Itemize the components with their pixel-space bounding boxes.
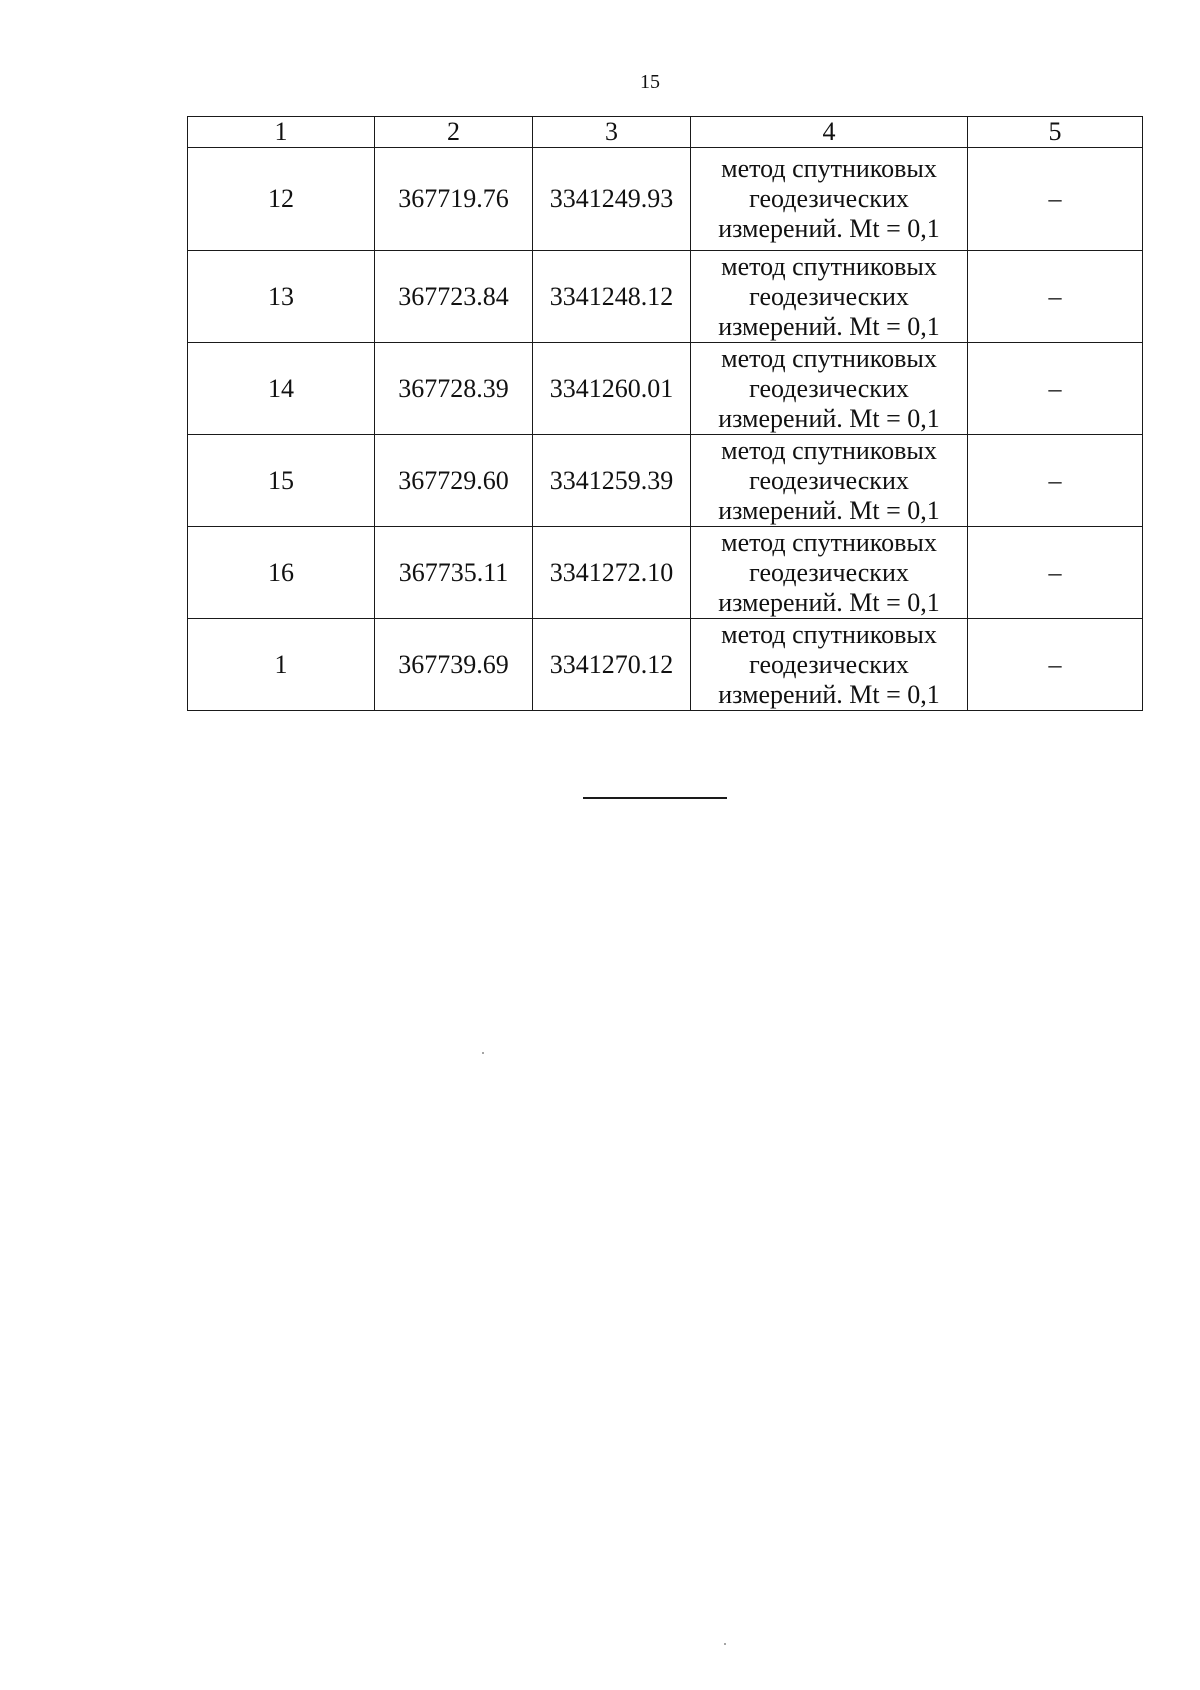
- coordinate-x: 367735.11: [375, 527, 533, 619]
- scan-speck: [724, 1643, 726, 1645]
- method-description: [691, 251, 968, 343]
- description-dash: –: [968, 343, 1143, 435]
- method-line: измерений. Mt = 0,1: [718, 311, 940, 341]
- method-description: [691, 343, 968, 435]
- description-dash: –: [968, 619, 1143, 711]
- method-line: геодезических: [749, 465, 909, 495]
- method-line: измерений. Mt = 0,1: [718, 403, 940, 433]
- method-line: метод спутниковых: [721, 343, 937, 373]
- table-row: [188, 435, 1143, 527]
- coordinate-y: 3341260.01: [533, 343, 691, 435]
- coordinate-y: 3341270.12: [533, 619, 691, 711]
- method-line: измерений. Mt = 0,1: [718, 679, 940, 709]
- method-description: [691, 527, 968, 619]
- point-number: 16: [188, 527, 375, 619]
- method-description: [691, 148, 968, 251]
- method-description: [691, 619, 968, 711]
- point-number: 14: [188, 343, 375, 435]
- method-line: метод спутниковых: [721, 619, 937, 649]
- page-number: 15: [640, 71, 660, 93]
- description-dash: –: [968, 148, 1143, 251]
- method-line: метод спутниковых: [721, 527, 937, 557]
- header-col-1: 1: [188, 117, 375, 148]
- point-number: 13: [188, 251, 375, 343]
- scan-speck: [482, 1052, 484, 1054]
- header-col-5: 5: [968, 117, 1143, 148]
- table-row: [188, 343, 1143, 435]
- method-description: [691, 435, 968, 527]
- table-row: [188, 527, 1143, 619]
- coordinate-y: 3341272.10: [533, 527, 691, 619]
- header-col-2: 2: [375, 117, 533, 148]
- table-header-row: [188, 117, 1143, 148]
- method-line: геодезических: [749, 557, 909, 587]
- method-line: метод спутниковых: [721, 251, 937, 281]
- description-dash: –: [968, 251, 1143, 343]
- coordinate-x: 367728.39: [375, 343, 533, 435]
- description-dash: –: [968, 435, 1143, 527]
- table-row: [188, 619, 1143, 711]
- method-line: геодезических: [749, 373, 909, 403]
- method-line: измерений. Mt = 0,1: [718, 495, 940, 525]
- point-number: 1: [188, 619, 375, 711]
- coordinate-x: 367739.69: [375, 619, 533, 711]
- header-col-4: 4: [691, 117, 968, 148]
- table-row: [188, 251, 1143, 343]
- point-number: 15: [188, 435, 375, 527]
- method-line: метод спутниковых: [721, 435, 937, 465]
- end-of-document-rule: [583, 797, 727, 799]
- table-row: [188, 148, 1143, 251]
- method-line: геодезических: [749, 649, 909, 679]
- description-dash: –: [968, 527, 1143, 619]
- header-col-3: 3: [533, 117, 691, 148]
- coordinate-y: 3341248.12: [533, 251, 691, 343]
- coordinate-x: 367719.76: [375, 148, 533, 251]
- coordinate-y: 3341249.93: [533, 148, 691, 251]
- method-line: измерений. Mt = 0,1: [718, 587, 940, 617]
- method-line: измерений. Mt = 0,1: [718, 214, 940, 243]
- method-line: геодезических: [749, 281, 909, 311]
- point-number: 12: [188, 148, 375, 251]
- coordinate-y: 3341259.39: [533, 435, 691, 527]
- coordinate-x: 367723.84: [375, 251, 533, 343]
- method-line: геодезических: [749, 184, 909, 213]
- method-line: метод спутниковых: [721, 154, 937, 183]
- coordinate-x: 367729.60: [375, 435, 533, 527]
- coordinates-table: [187, 116, 1143, 711]
